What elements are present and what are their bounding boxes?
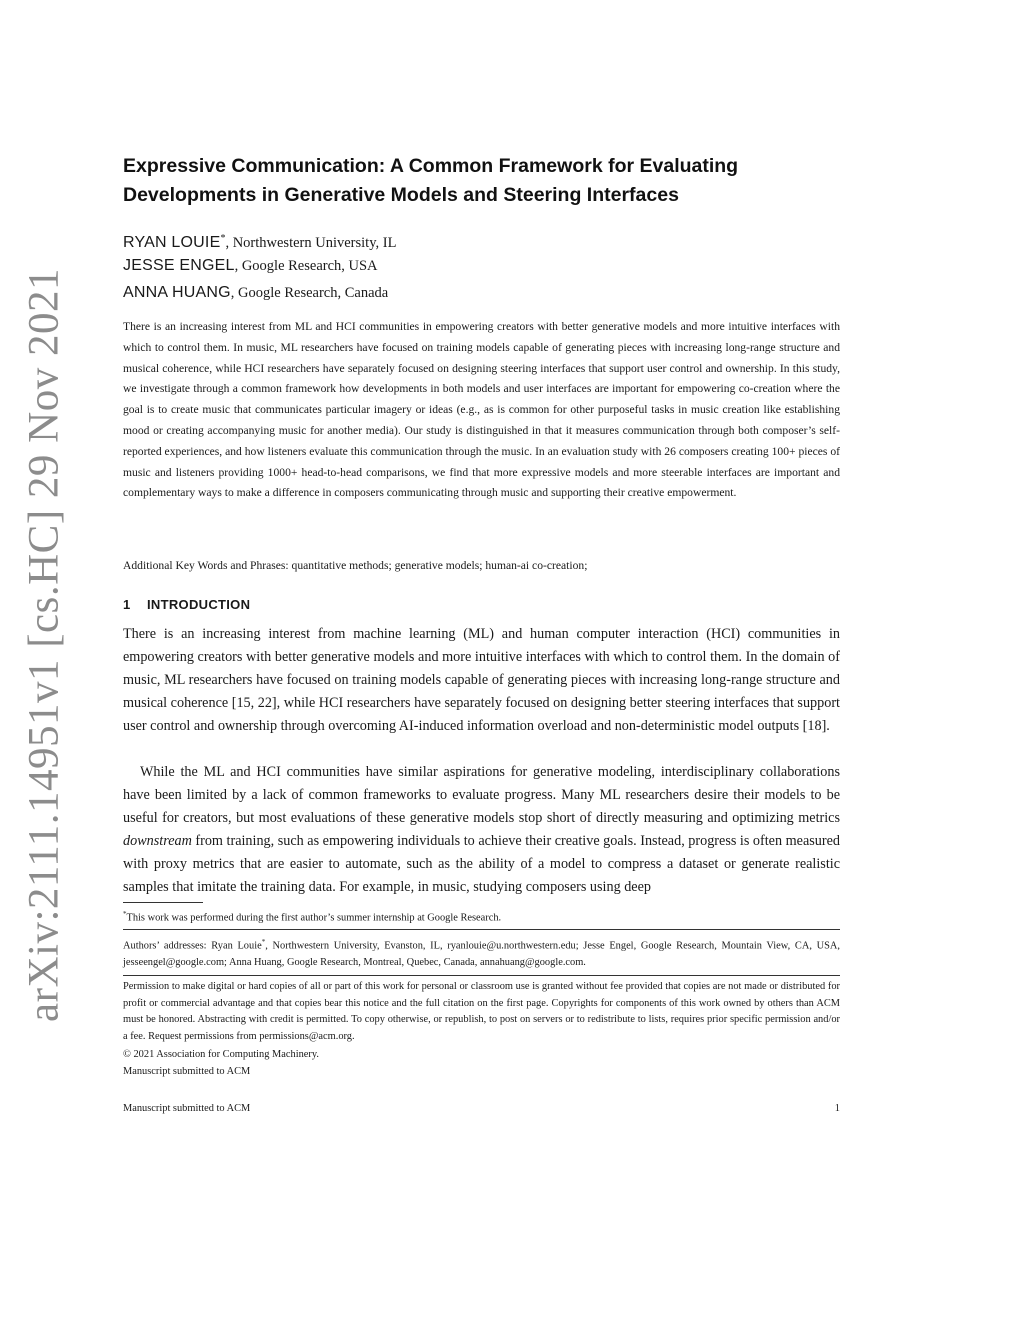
page-number: 1 (834, 1103, 840, 1114)
emphasis-downstream: downstream (123, 833, 192, 849)
author-affiliation: , Google Research, USA (234, 258, 378, 274)
abstract: There is an increasing interest from ML and HCI communities in empowering creators with better generative models and more intuitive interfaces with which to control them. In music, ML researchers have focused on training models capable of generating pieces with increasing long-range structure and musical coherence, while HCI researchers have separately focused on designing steering interfaces that support user control and ownership. In this study, we investigate through a common framework how developments in both models and user interfaces are important for empowering co-creation where the goal is to create music that communicates particular imagery or ideas (e.g., as is common for other purposeful tasks in music creation like establishing mood or creating accompanying music for another media). Our study is distinguished in that it measures communication through both composer’s self-reported experiences, and how listeners evaluate this communication through the music. In an evaluation study with 26 composers creating 100+ pieces of music and listeners providing 1000+ head-to-head comparisons, we find that more expressive models and more steerable interfaces are important and complementary ways to make a difference in composers communicating through music and supporting their creative empowerment. (123, 320, 840, 500)
manuscript-line: Manuscript submitted to ACM (123, 1066, 251, 1077)
footnote (123, 906, 840, 926)
author-1 (123, 229, 840, 253)
footnote-mark: * (123, 910, 127, 918)
copyright-line: © 2021 Association for Computing Machinery. (123, 1049, 319, 1060)
author-footnote-mark: * (220, 233, 226, 244)
author-name: ANNA HUANG (123, 284, 231, 301)
paragraph-text: from training, such as empowering individuals to achieve their creative goals. Instead, progress is often measured with proxy metrics that are easier to automate, such as the ability of a model to compress a dataset or generate realistic samples that imitate the training data. For example, in music, studying composers using deep (123, 833, 840, 895)
addresses-text: Authors’ addresses: Ryan Louie (123, 940, 262, 952)
author-affiliation: , Northwestern University, IL (225, 234, 397, 251)
addresses-text: , Northwestern University, Evanston, IL, ryanlouie@u.northwestern.edu; Jesse Engel, Google Research, Mountain View, CA, USA, jesseengel@google.com; Anna Huang, Google Research, Montreal, Quebec, Canada, annahuang@google.com. (123, 940, 841, 969)
paper-title (123, 152, 840, 210)
author-3 (123, 283, 840, 303)
divider (123, 929, 840, 930)
author-affiliation: , Google Research, Canada (230, 285, 389, 301)
section-title: INTRODUCTION (147, 597, 251, 612)
title-line-2: Developments in Generative Models and Steering Interfaces (123, 184, 679, 206)
permission-notice: Permission to make digital or hard copies of all or part of this work for personal or classroom use is granted without fee provided that copies are not made or distributed for profit or commercial advantage and that copies bear this notice and the full citation on the first page. Copyrights for components of this work owned by others than ACM must be honored. Abstracting with credit is permitted. To copy otherwise, or republish, to post on servers or to redistribute to lists, requires prior specific permission and/or a fee. Request permissions from permissions@acm.org. (123, 981, 840, 1042)
intro-paragraph-1: There is an increasing interest from machine learning (ML) and human computer interaction (HCI) communities in empowering creators with better generative models and more intuitive interfaces with which to control them. In the domain of music, ML researchers have focused on training models capable of generating pieces with increasing long-range structure and musical coherence [15, 22], while HCI researchers have separately focused on designing better steering interfaces that support user control and ownership through overcoming AI-induced information overload and non-deterministic model outputs [18]. (123, 626, 840, 734)
intro-paragraph-2 (123, 761, 840, 899)
divider (123, 975, 840, 976)
author-2 (123, 256, 840, 276)
paragraph-text: While the ML and HCI communities have similar aspirations for generative modeling, interdisciplinary collaborations have been limited by a lack of common frameworks to evaluate progress. Many ML researchers desire their models to be useful for creators, but most evaluations of these generative models stop short of directly measuring and optimizing metrics (123, 764, 840, 826)
footnote-rule (123, 902, 203, 903)
title-line-1: Expressive Communication: A Common Framework for Evaluating (123, 155, 739, 177)
page-footer (123, 1101, 840, 1117)
author-addresses (123, 934, 840, 972)
footnote-text: This work was performed during the first author’s summer internship at Google Research. (126, 912, 502, 924)
arxiv-id: arXiv:2111.14951v1 [cs.HC] 29 Nov 2021 (20, 268, 68, 1022)
author-name: RYAN LOUIE (123, 233, 221, 251)
addresses-mark: * (261, 938, 266, 946)
section-number: 1 (123, 597, 131, 612)
keywords: Additional Key Words and Phrases: quantitative methods; generative models; human-ai co-creation; (123, 559, 588, 572)
section-heading-introduction (123, 595, 250, 615)
author-name: JESSE ENGEL (123, 257, 235, 274)
footer-venue: Manuscript submitted to ACM (123, 1103, 251, 1114)
